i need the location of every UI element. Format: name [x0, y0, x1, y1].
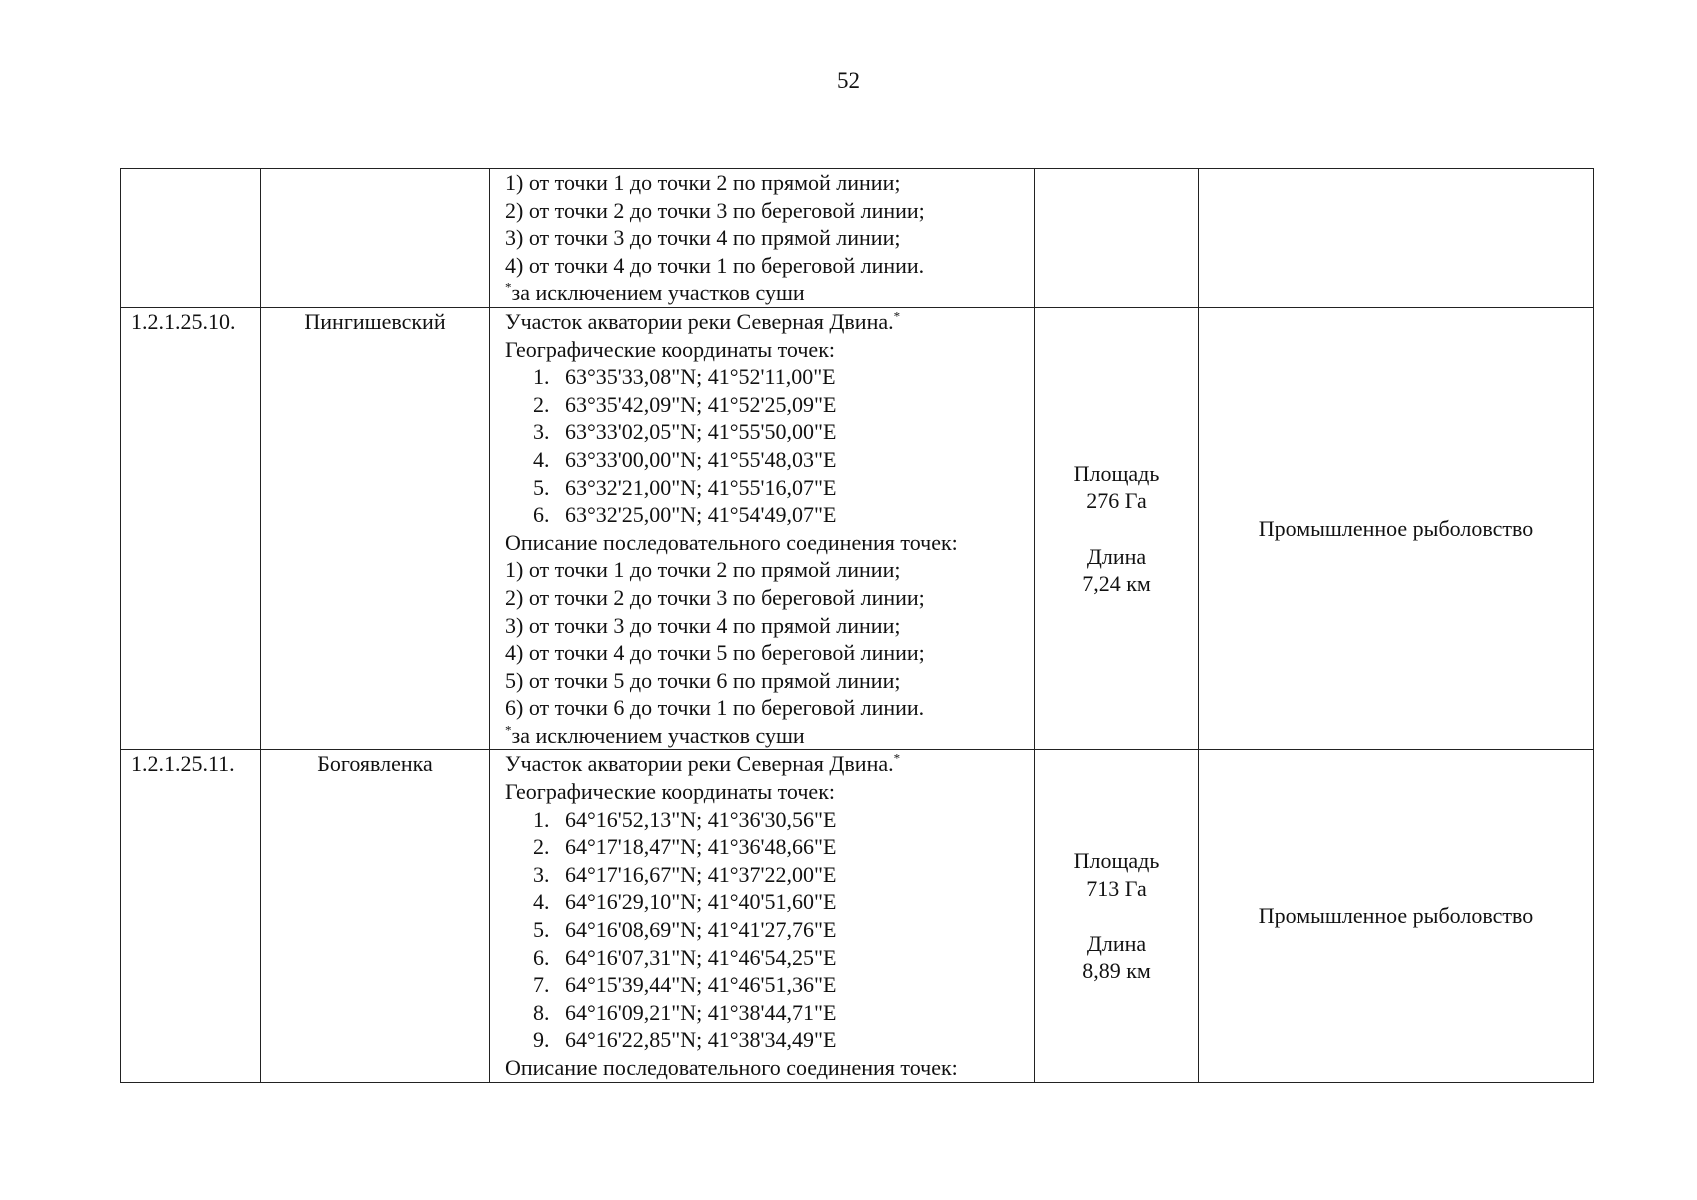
coordinate-item	[505, 1026, 1026, 1054]
coordinate-index: 4.	[533, 889, 550, 915]
table-row-bogoyavlenka	[121, 750, 1594, 1082]
area-label: Площадь	[1073, 460, 1160, 486]
cell-use	[1199, 169, 1594, 308]
cell-description	[490, 307, 1035, 750]
connection-line: 5) от точки 5 до точки 6 по прямой линии;	[505, 667, 901, 693]
connection-line: 4) от точки 4 до точки 1 по береговой линии.	[505, 252, 925, 278]
coordinate-item	[505, 363, 1026, 391]
connection-line: 3) от точки 3 до точки 4 по прямой линии;	[505, 612, 901, 638]
coordinate-item	[505, 888, 1026, 916]
fishing-areas-table	[120, 168, 1594, 1083]
coordinate-item	[505, 391, 1026, 419]
area-title	[505, 750, 1026, 778]
coordinate-index: 3.	[533, 861, 550, 887]
coordinate-value: 63°33'00,00"N; 41°55'48,03"E	[565, 446, 837, 472]
coordinate-value: 63°35'33,08"N; 41°52'11,00"E	[565, 364, 836, 390]
coordinate-item	[505, 944, 1026, 972]
coordinate-value: 64°16'29,10"N; 41°40'51,60"E	[565, 889, 837, 915]
footnote-text: за исключением участков суши	[511, 280, 805, 306]
connection-line: 6) от точки 6 до точки 1 по береговой линии.	[505, 695, 925, 721]
footnote-text: за исключением участков суши	[511, 722, 805, 748]
cell-parameters	[1035, 307, 1199, 750]
coordinate-index: 6.	[533, 944, 550, 970]
coordinate-index: 8.	[533, 999, 550, 1025]
coords-heading: Географические координаты точек:	[505, 779, 835, 805]
cell-use: Промышленное рыболовство	[1199, 307, 1594, 750]
connection-line: 3) от точки 3 до точки 4 по прямой линии;	[505, 225, 901, 251]
length-label: Длина	[1086, 543, 1147, 569]
coordinate-item	[505, 418, 1026, 446]
cell-number	[121, 169, 261, 308]
coordinate-value: 64°16'52,13"N; 41°36'30,56"E	[565, 806, 837, 832]
cell-parameters	[1035, 169, 1199, 308]
coordinate-value: 64°15'39,44"N; 41°46'51,36"E	[565, 972, 837, 998]
coordinate-index: 1.	[533, 806, 550, 832]
coordinate-index: 9.	[533, 1027, 550, 1053]
coordinate-item	[505, 916, 1026, 944]
coordinate-index: 5.	[533, 917, 550, 943]
coordinate-index: 4.	[533, 446, 550, 472]
coordinate-value: 64°17'16,67"N; 41°37'22,00"E	[565, 861, 837, 887]
spacer	[1043, 515, 1190, 543]
footnote-mark: *	[505, 722, 512, 738]
cell-parameters	[1035, 750, 1199, 1082]
connection-line: 2) от точки 2 до точки 3 по береговой линии;	[505, 584, 925, 610]
coordinate-index: 7.	[533, 972, 550, 998]
coordinate-value: 63°32'21,00"N; 41°55'16,07"E	[565, 474, 837, 500]
cell-name: Богоявленка	[261, 750, 490, 1082]
coords-heading: Географические координаты точек:	[505, 336, 835, 362]
coordinate-value: 64°17'18,47"N; 41°36'48,66"E	[565, 834, 837, 860]
area-value: 276 Га	[1086, 488, 1147, 514]
footnote	[505, 722, 1026, 750]
coordinate-value: 64°16'08,69"N; 41°41'27,76"E	[565, 917, 837, 943]
connection-line: 1) от точки 1 до точки 2 по прямой линии;	[505, 557, 901, 583]
coordinate-item	[505, 806, 1026, 834]
coordinate-value: 64°16'22,85"N; 41°38'34,49"E	[565, 1027, 837, 1053]
coordinate-item	[505, 501, 1026, 529]
connections-heading: Описание последовательного соединения точек:	[505, 529, 958, 555]
coordinate-index: 2.	[533, 834, 550, 860]
table-row-continuation	[121, 169, 1594, 308]
cell-number: 1.2.1.25.10.	[121, 307, 261, 750]
spacer	[1043, 902, 1190, 930]
cell-use: Промышленное рыболовство	[1199, 750, 1594, 1082]
coordinate-item	[505, 446, 1026, 474]
area-value: 713 Га	[1086, 875, 1147, 901]
footnote-mark: *	[893, 751, 901, 767]
coordinate-item	[505, 474, 1026, 502]
connections-heading: Описание последовательного соединения точек:	[505, 1055, 958, 1080]
coordinate-index: 6.	[533, 502, 550, 528]
cell-name	[261, 169, 490, 308]
connection-line: 2) от точки 2 до точки 3 по береговой линии;	[505, 197, 925, 223]
coordinate-item	[505, 833, 1026, 861]
cell-description	[490, 169, 1035, 308]
length-value: 7,24 км	[1082, 571, 1151, 597]
coordinate-value: 63°33'02,05"N; 41°55'50,00"E	[565, 419, 837, 445]
footnote-mark: *	[893, 308, 901, 324]
cell-number: 1.2.1.25.11.	[121, 750, 261, 1082]
cell-description	[490, 750, 1035, 1082]
length-value: 8,89 км	[1082, 958, 1151, 984]
coordinate-index: 2.	[533, 391, 550, 417]
coordinate-value: 63°35'42,09"N; 41°52'25,09"E	[565, 391, 837, 417]
coordinate-index: 3.	[533, 419, 550, 445]
coordinate-value: 63°32'25,00"N; 41°54'49,07"E	[565, 502, 837, 528]
connection-line: 4) от точки 4 до точки 5 по береговой линии;	[505, 640, 925, 666]
area-title	[505, 308, 1026, 336]
coordinate-item	[505, 999, 1026, 1027]
area-title-text: Участок акватории реки Северная Двина.	[505, 308, 894, 334]
page-number: 52	[837, 68, 860, 93]
coordinate-item	[505, 971, 1026, 999]
coordinate-item	[505, 861, 1026, 889]
coordinate-index: 5.	[533, 474, 550, 500]
cell-name: Пингишевский	[261, 307, 490, 750]
coordinate-index: 1.	[533, 364, 550, 390]
table-row-pingishevsky	[121, 307, 1594, 750]
coordinate-list	[505, 363, 1026, 529]
coordinate-value: 64°16'09,21"N; 41°38'44,71"E	[565, 999, 837, 1025]
length-label: Длина	[1086, 930, 1147, 956]
area-label: Площадь	[1073, 848, 1160, 874]
coordinate-value: 64°16'07,31"N; 41°46'54,25"E	[565, 944, 837, 970]
footnote	[505, 279, 1026, 307]
coordinate-list	[505, 806, 1026, 1054]
footnote-mark: *	[505, 280, 512, 296]
area-title-text: Участок акватории реки Северная Двина.	[505, 751, 894, 777]
connection-line: 1) от точки 1 до точки 2 по прямой линии;	[505, 170, 901, 195]
